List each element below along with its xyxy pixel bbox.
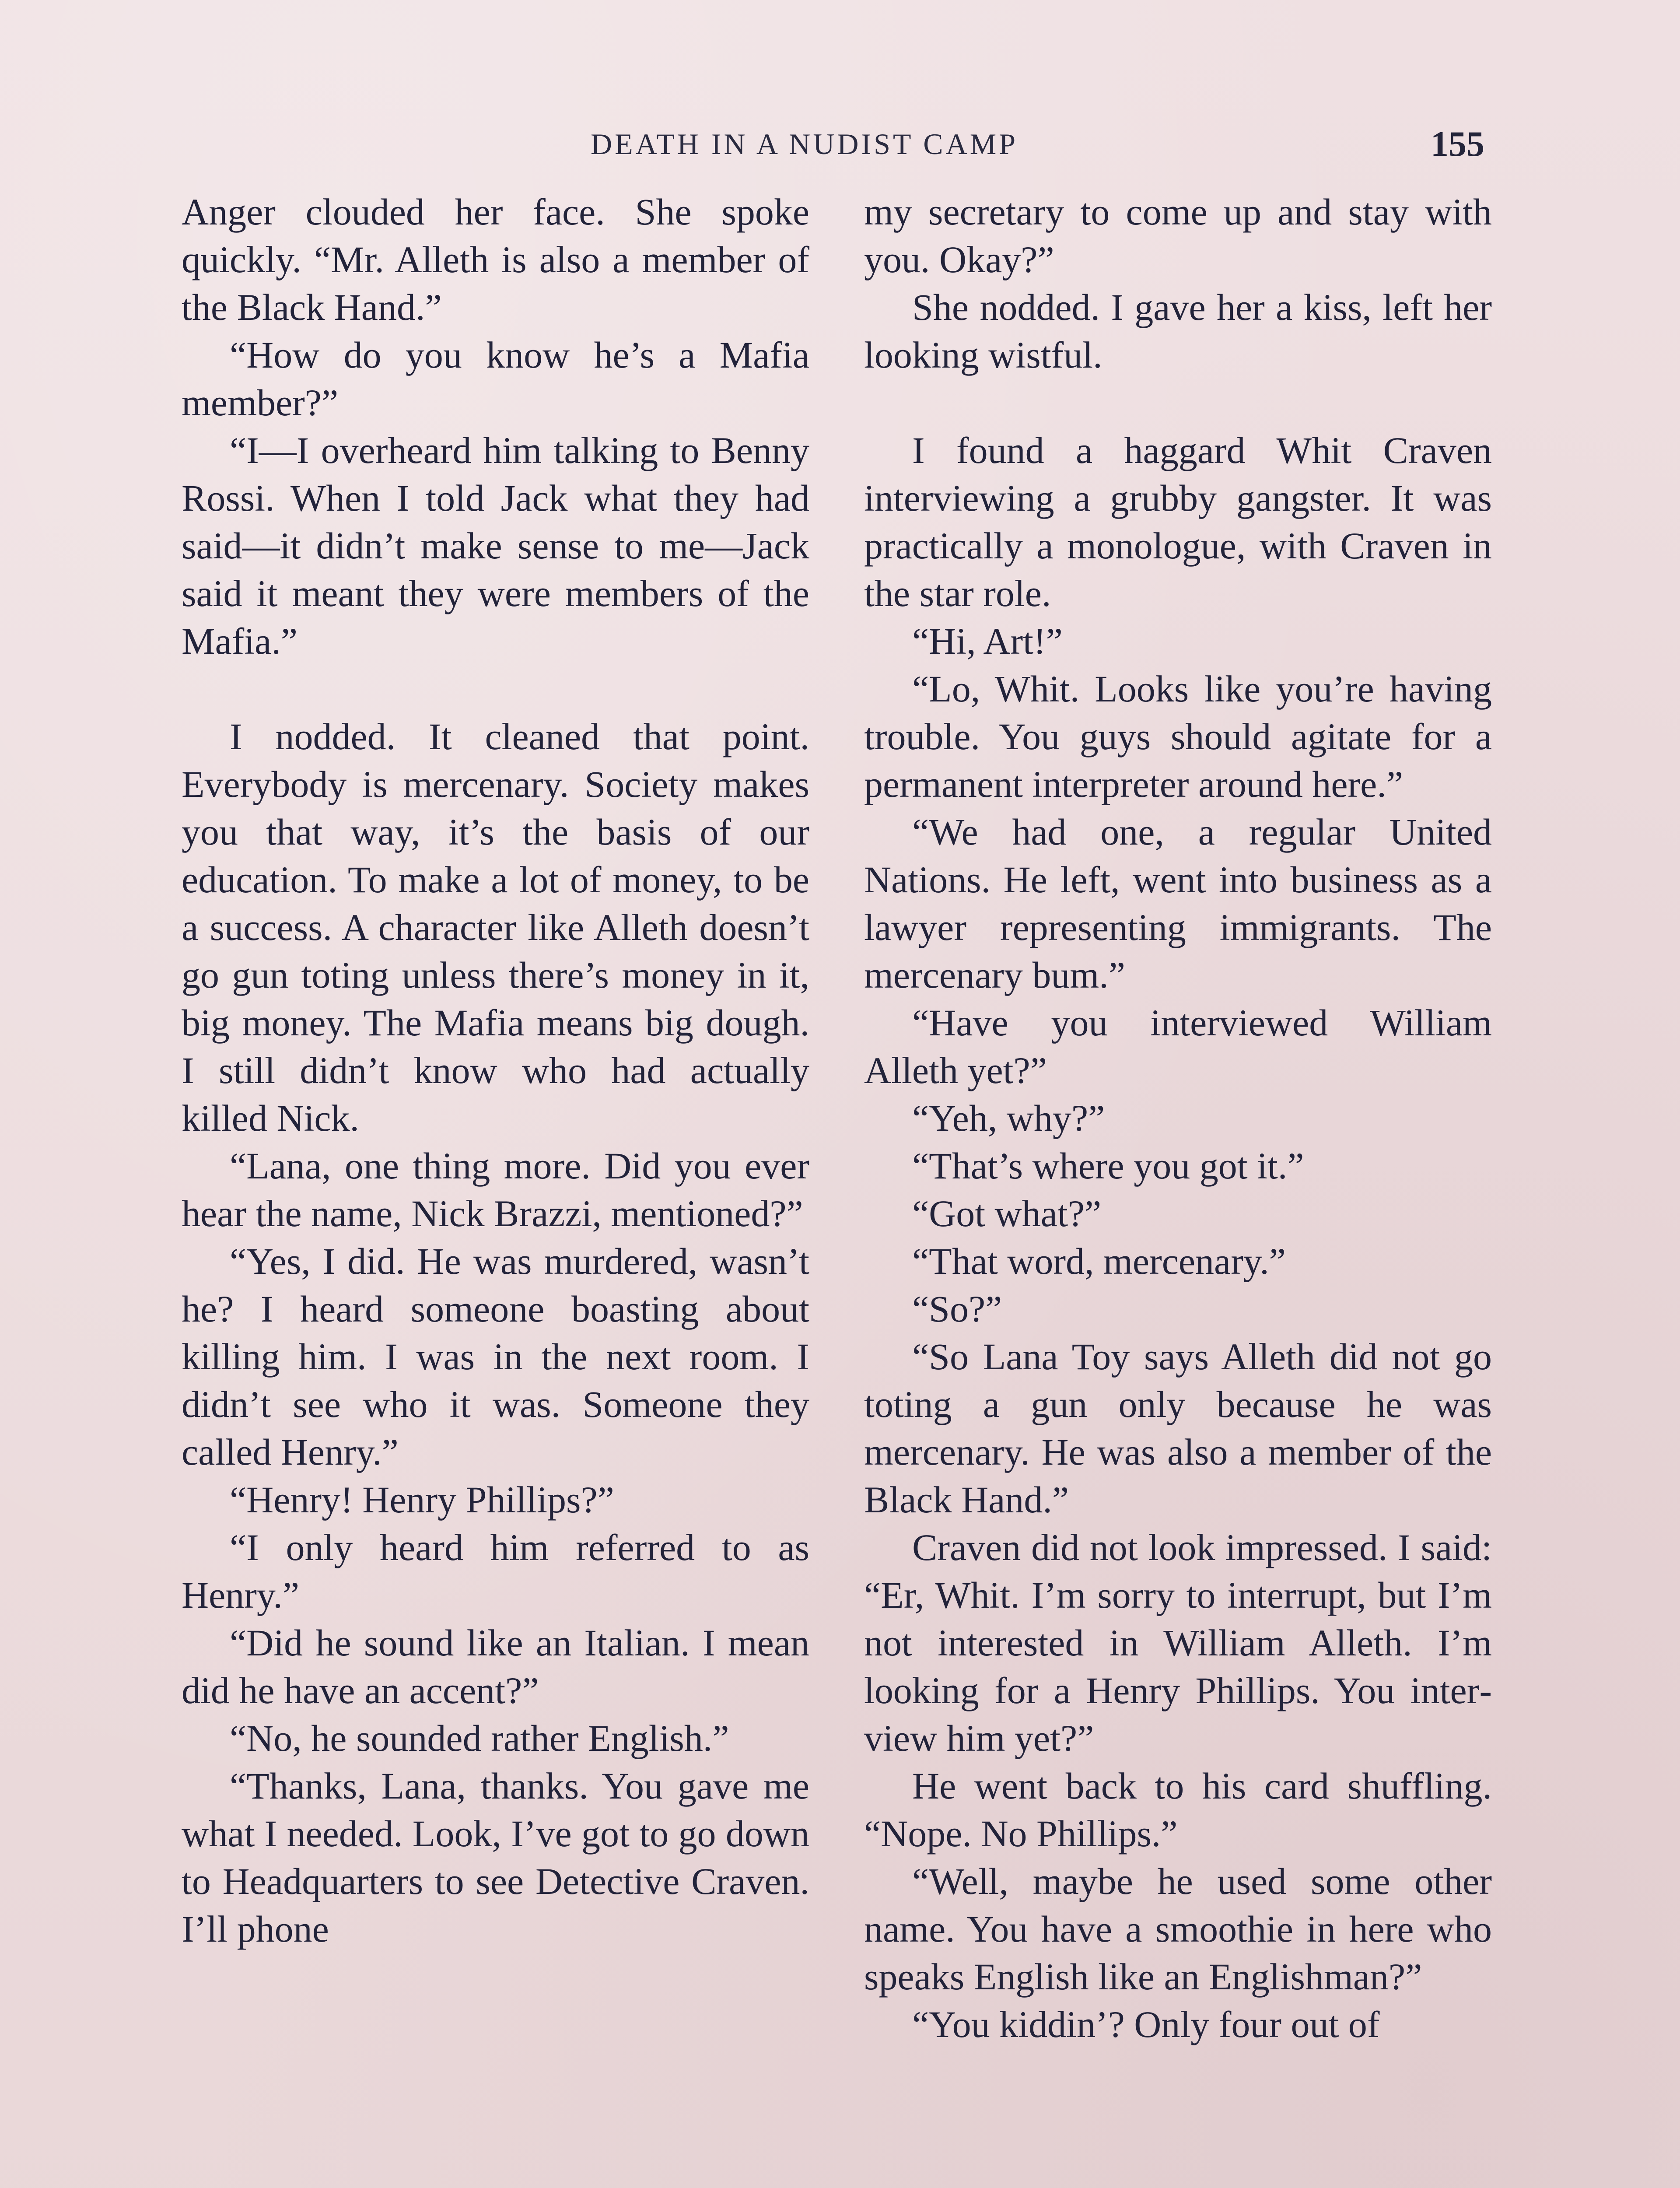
paragraph: “You kiddin’? Only four out of — [912, 2003, 1380, 2045]
paragraph: “Well, maybe he used some other name. You have a smoothie in here who speaks English like an Englishman?” — [864, 1860, 1492, 1998]
page-number: 155 — [1431, 124, 1484, 164]
right-column — [864, 188, 1492, 2048]
paragraph: “Have you interviewed William Alleth yet?” — [864, 1002, 1492, 1091]
paragraph: “Lana, one thing more. Did you ever hear the name, Nick Brazzi, mentioned?” — [182, 1145, 809, 1234]
paragraph: I found a haggard Whit Craven interviewing a grubby gangster. It was practically a monologue, with Craven in the star role. — [864, 429, 1492, 614]
paragraph: “How do you know he’s a Mafia member?” — [182, 334, 809, 424]
paragraph: “I—I overheard him talking to Benny Rossi. When I told Jack what they had said—it didn’t make sense to me—Jack said it meant they were members of the Mafia.” — [182, 429, 809, 662]
paragraph: “Lo, Whit. Looks like you’re having trouble. You guys should agitate for a permanent interpreter around here.” — [864, 668, 1492, 805]
paragraph: “Henry! Henry Phillips?” — [230, 1479, 614, 1521]
paragraph: “So Lana Toy says Alleth did not go toting a gun only because he was mercenary. He was also a member of the Black Hand.” — [864, 1336, 1492, 1521]
section-break — [182, 665, 809, 713]
paragraph: “Yes, I did. He was murdered, wasn’t he? I heard someone boasting about killing him. I was in the next room. I didn’t see who it was. Someone they called Henry.” — [182, 1240, 809, 1473]
paragraph: “Did he sound like an Italian. I mean did he have an accent?” — [182, 1622, 809, 1711]
paragraph: “Hi, Art!” — [912, 620, 1063, 662]
paragraph: “Got what?” — [912, 1192, 1102, 1234]
paragraph: She nodded. I gave her a kiss, left her looking wistful. — [864, 286, 1492, 376]
paragraph: “Yeh, why?” — [912, 1097, 1105, 1139]
paragraph: “That word, mercenary.” — [912, 1240, 1286, 1282]
paragraph: my secretary to come up and stay with you. Okay?” — [864, 191, 1492, 281]
page-header — [0, 124, 1680, 166]
paragraph: “No, he sounded rather English.” — [230, 1717, 729, 1759]
paragraph: Anger clouded her face. She spoke quickly. “Mr. Alleth is also a member of the Black Hand.” — [182, 191, 809, 328]
paragraph: “So?” — [912, 1288, 1002, 1330]
paragraph: He went back to his card shuffling. “Nope. No Phillips.” — [864, 1765, 1492, 1855]
section-break — [864, 379, 1492, 427]
running-title: DEATH IN A NUDIST CAMP — [591, 127, 1018, 161]
paragraph: “That’s where you got it.” — [912, 1145, 1304, 1187]
left-column — [182, 188, 809, 1953]
paragraph: Craven did not look impressed. I said: “Er, Whit. I’m sorry to interrupt, but I’m not interested in William Alleth. I’m looking for a Henry Phillips. You interview him yet?” — [864, 1526, 1492, 1759]
paragraph: “Thanks, Lana, thanks. You gave me what I needed. Look, I’ve got to go down to Headquarters to see Detective Craven. I’ll phone — [182, 1765, 809, 1950]
paragraph: I nodded. It cleaned that point. Everybody is mercenary. Society makes you that way, it’s the basis of our education. To make a lot of money, to be a success. A character like Alleth doesn’t go gun toting unless there’s money in it, big money. The Mafia means big dough. I still didn’t know who had actually killed Nick. — [182, 715, 809, 1139]
paragraph: “We had one, a regular United Nations. He left, went into business as a lawyer representing immigrants. The mercenary bum.” — [864, 811, 1492, 996]
paragraph: “I only heard him referred to as Henry.” — [182, 1526, 809, 1616]
